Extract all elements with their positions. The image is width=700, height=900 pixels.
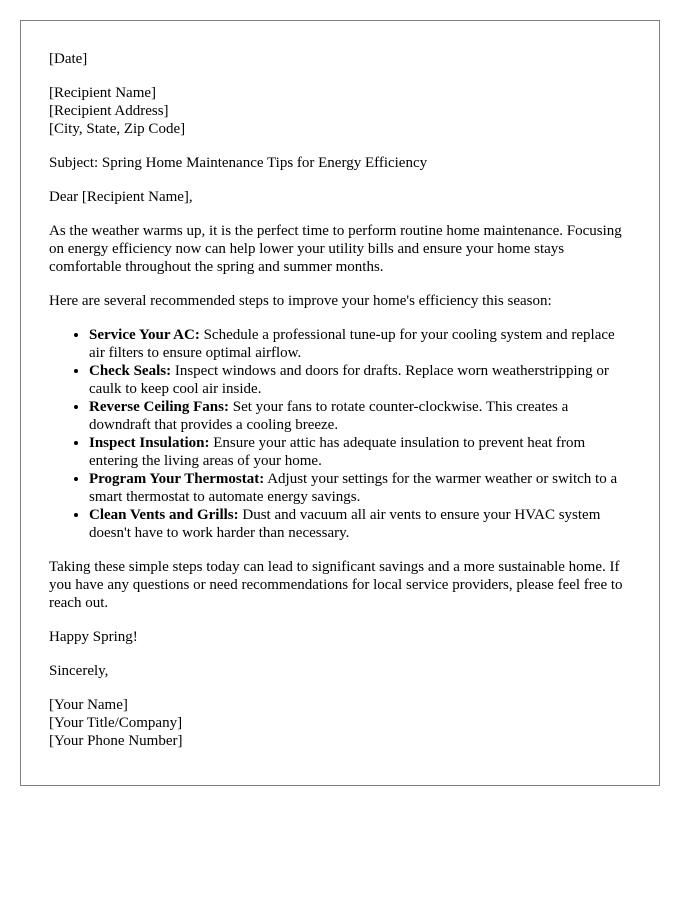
sender-name: [Your Name]	[49, 697, 128, 713]
tip-title: Clean Vents and Grills:	[89, 507, 239, 523]
salutation: Dear [Recipient Name],	[49, 189, 193, 205]
tip-text: Ensure your attic has adequate insulation to prevent heat from entering the living areas of your home.	[89, 435, 586, 469]
tip-text: Dust and vacuum all air vents to ensure your HVAC system doesn't have to work harder than necessary.	[89, 507, 601, 541]
tip-title: Program Your Thermostat:	[89, 471, 265, 487]
tip-item	[89, 326, 631, 362]
sender-phone: [Your Phone Number]	[49, 733, 183, 749]
tip-text: Set your fans to rotate counter-clockwise. This creates a downdraft that provides a cooling breeze.	[89, 399, 569, 433]
tip-title: Service Your AC:	[89, 327, 200, 343]
tip-title: Reverse Ceiling Fans:	[89, 399, 229, 415]
letter	[20, 20, 660, 786]
tip-item	[89, 470, 631, 506]
tip-item	[89, 434, 631, 470]
tip-text: Schedule a professional tune-up for your cooling system and replace air filters to ensure optimal airflow.	[89, 327, 615, 361]
sender-title-company: [Your Title/Company]	[49, 715, 183, 731]
recipient-block	[49, 84, 631, 138]
tip-title: Check Seals:	[89, 363, 172, 379]
recipient-address: [Recipient Address]	[49, 103, 169, 119]
intro-paragraph: As the weather warms up, it is the perfect time to perform routine home maintenance. Focusing on energy efficiency now can help lower your utility bills and ensure your home stays comfortable throughout the spring and summer months.	[49, 223, 622, 275]
subject-line: Subject: Spring Home Maintenance Tips for Energy Efficiency	[49, 155, 428, 171]
recipient-city-state-zip: [City, State, Zip Code]	[49, 121, 186, 137]
tip-title: Inspect Insulation:	[89, 435, 210, 451]
greeting: Happy Spring!	[49, 629, 138, 645]
closing-paragraph: Taking these simple steps today can lead to significant savings and a more sustainable home. If you have any questions or need recommendations for local service providers, please feel free to reach out.	[49, 559, 623, 611]
sender-block	[49, 696, 631, 750]
list-intro: Here are several recommended steps to improve your home's efficiency this season:	[49, 293, 552, 309]
tip-item	[89, 398, 631, 434]
tip-item	[89, 506, 631, 542]
tip-text: Adjust your settings for the warmer weather or switch to a smart thermostat to automate energy savings.	[89, 471, 618, 505]
tips-list	[49, 326, 631, 542]
tip-item	[89, 362, 631, 398]
sign-off: Sincerely,	[49, 663, 109, 679]
letter-date: [Date]	[49, 51, 88, 67]
recipient-name: [Recipient Name]	[49, 85, 157, 101]
tip-text: Inspect windows and doors for drafts. Replace worn weatherstripping or caulk to keep cool air inside.	[89, 363, 609, 397]
